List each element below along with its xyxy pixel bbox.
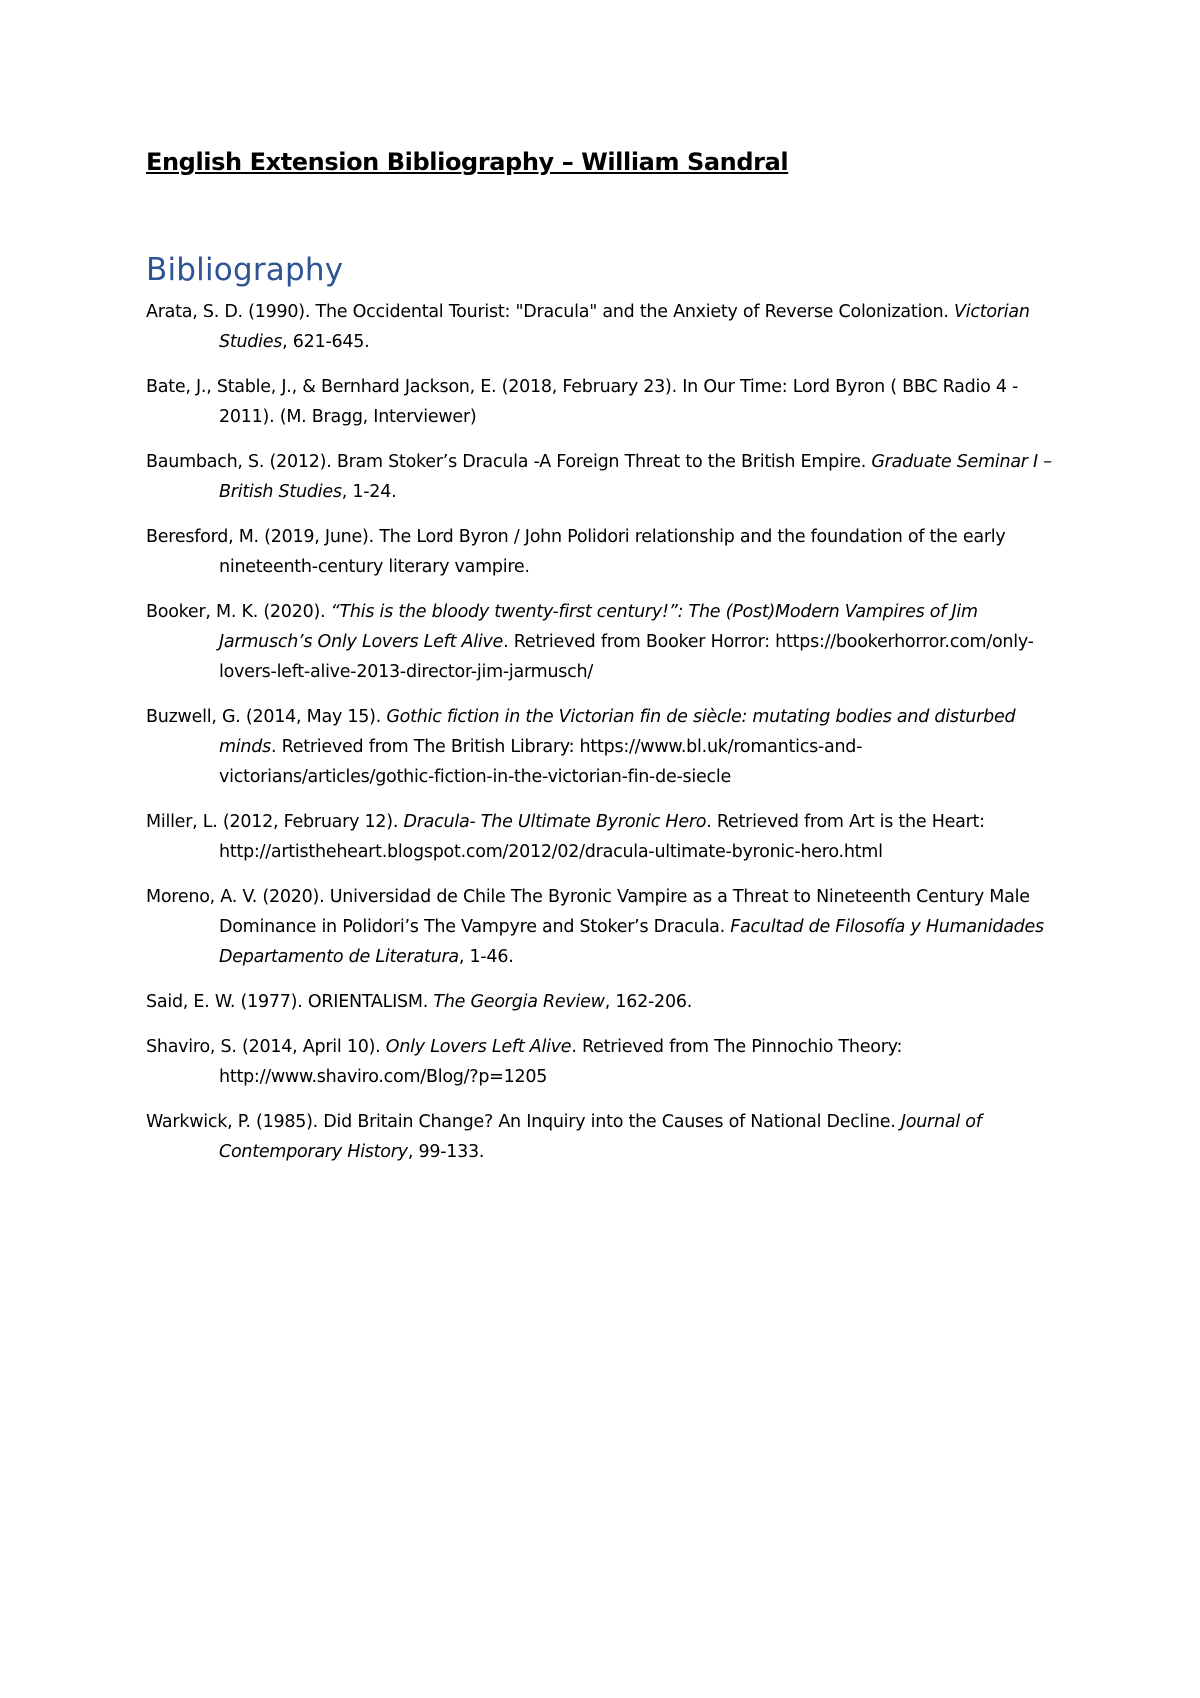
entry-italic-text: Victorian Studies <box>219 302 1030 352</box>
entry-text-end: , 621-645. <box>282 332 370 352</box>
entry-text: Arata, S. D. (1990). The Occidental Tourist: "Dracula" and the Anxiety of Reverse Colonization. <box>146 302 955 322</box>
entry-italic-text: Graduate Seminar I – British Studies <box>219 452 1052 502</box>
bibliography-heading: Bibliography <box>146 252 344 288</box>
entry-text-end: , 99-133. <box>407 1142 485 1162</box>
entry-text-end: . Retrieved from The Pinnochio Theory: http://www.shaviro.com/Blog/?p=1205 <box>219 1037 903 1087</box>
bibliography-entry <box>146 447 1076 507</box>
bibliography-entry <box>146 882 1076 972</box>
entry-text-end: , 1-46. <box>458 947 514 967</box>
entry-text: Miller, L. (2012, February 12). <box>146 812 404 832</box>
entry-italic-text: Journal of Contemporary History <box>219 1112 982 1162</box>
bibliography-entry <box>146 1107 1076 1167</box>
entry-text-end: , 162-206. <box>604 992 693 1012</box>
entry-text: Warkwick, P. (1985). Did Britain Change? An Inquiry into the Causes of National Decline. <box>146 1112 901 1132</box>
entry-text: Baumbach, S. (2012). Bram Stoker’s Dracula -A Foreign Threat to the British Empire. <box>146 452 872 472</box>
entry-text: Bate, J., Stable, J., & Bernhard Jackson, E. (2018, February 23). In Our Time: Lord Byron ( BBC Radio 4 - 2011). (M. Bragg, Interviewer) <box>146 377 1019 427</box>
entry-italic-text: Facultad de Filosofía y Humanidades Departamento de Literatura <box>219 917 1044 967</box>
document-title: English Extension Bibliography – William Sandral <box>146 148 789 176</box>
bibliography-entry <box>146 297 1076 357</box>
entry-italic-text: Dracula- The Ultimate Byronic Hero <box>403 812 707 832</box>
bibliography-entry <box>146 372 1076 432</box>
entry-italic-text: “This is the bloody twenty-first century!”: The (Post)Modern Vampires of Jim Jarmusch’s Only Lovers Left Alive <box>219 602 978 652</box>
entry-text-end: . Retrieved from Art is the Heart: http://artistheheart.blogspot.com/2012/02/dracula-ultimate-byronic-hero.html <box>219 812 985 862</box>
bibliography-entry <box>146 987 1076 1017</box>
bibliography-entry <box>146 522 1076 582</box>
bibliography-entry <box>146 807 1076 867</box>
bibliography-entry <box>146 702 1076 792</box>
entry-italic-text: Gothic fiction in the Victorian fin de siècle: mutating bodies and disturbed minds <box>219 707 1016 757</box>
bibliography-list <box>146 297 1076 1182</box>
bibliography-entry <box>146 597 1076 687</box>
entry-text: Buzwell, G. (2014, May 15). <box>146 707 387 727</box>
entry-text-end: . Retrieved from Booker Horror: https://bookerhorror.com/only-lovers-left-alive-2013-director-jim-jarmusch/ <box>219 632 1034 682</box>
entry-text-end: , 1-24. <box>341 482 397 502</box>
entry-text: Beresford, M. (2019, June). The Lord Byron / John Polidori relationship and the foundation of the early nineteenth-century literary vampire. <box>146 527 1006 577</box>
entry-text-end: . Retrieved from The British Library: https://www.bl.uk/romantics-and-victorians/articles/gothic-fiction-in-the-victorian-fin-de-siecle <box>219 737 863 787</box>
entry-text: Said, E. W. (1977). ORIENTALISM. <box>146 992 434 1012</box>
entry-text: Shaviro, S. (2014, April 10). <box>146 1037 386 1057</box>
entry-text: Booker, M. K. (2020). <box>146 602 331 622</box>
entry-italic-text: The Georgia Review <box>433 992 605 1012</box>
entry-text: Moreno, A. V. (2020). Universidad de Chile The Byronic Vampire as a Threat to Nineteenth Century Male Dominance in Polidori’s The Vampyre and Stoker’s Dracula. <box>146 887 1030 937</box>
bibliography-entry <box>146 1032 1076 1092</box>
entry-italic-text: Only Lovers Left Alive <box>385 1037 572 1057</box>
